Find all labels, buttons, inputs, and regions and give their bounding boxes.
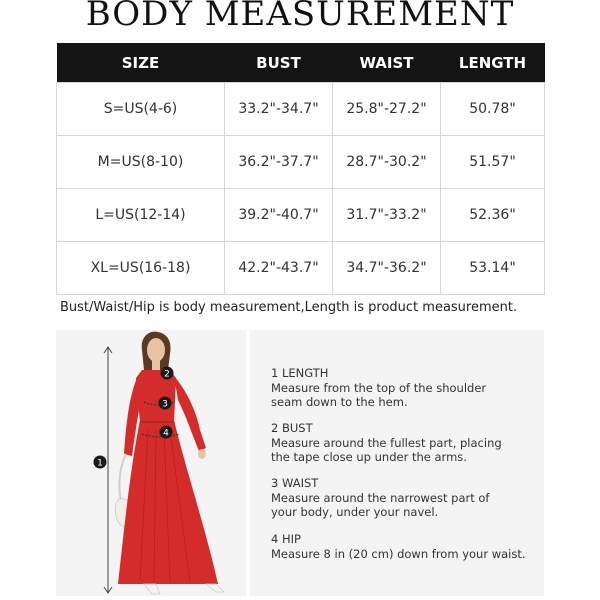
instruction-line: your body, under your navel. <box>271 505 439 519</box>
cell-length: 52.36" <box>441 189 545 242</box>
cell-length: 50.78" <box>441 83 545 136</box>
instruction-line: Measure 8 in (20 cm) down from your waist. <box>271 546 526 561</box>
table-row <box>57 83 545 136</box>
instruction-heading: 2 BUST <box>271 421 313 435</box>
instruction-line: the tape close up under the arms. <box>271 450 467 464</box>
header-size: SIZE <box>57 43 225 83</box>
right-hand-shape <box>198 449 206 459</box>
instructions-panel <box>250 330 544 596</box>
model-illustration <box>56 330 246 596</box>
instruction-line: Measure from the top of the shoulder <box>271 380 487 395</box>
cell-waist: 34.7"-36.2" <box>333 242 441 295</box>
cell-waist: 28.7"-30.2" <box>333 136 441 189</box>
instruction-heading: 3 WAIST <box>271 476 319 490</box>
header-bust: BUST <box>225 43 333 83</box>
header-waist: WAIST <box>333 43 441 83</box>
cell-length: 53.14" <box>441 242 545 295</box>
model-illustration-panel <box>56 330 246 596</box>
cell-bust: 39.2"-40.7" <box>225 189 333 242</box>
instruction-hip <box>271 532 541 561</box>
page-title: BODY MEASUREMENT <box>85 0 515 34</box>
face-shape <box>147 338 165 362</box>
instruction-line: seam down to the hem. <box>271 395 408 409</box>
right-shoe-shape <box>206 584 224 592</box>
cell-size: M=US(8-10) <box>57 136 225 189</box>
table-row <box>57 242 545 295</box>
marker-1 <box>94 456 107 469</box>
cell-length: 51.57" <box>441 136 545 189</box>
marker-4-label: 4 <box>163 428 169 439</box>
instruction-heading: 4 HIP <box>271 532 301 546</box>
instruction-length <box>271 366 541 410</box>
instruction-waist <box>271 476 541 520</box>
cell-size: S=US(4-6) <box>57 83 225 136</box>
measurement-note: Bust/Waist/Hip is body measurement,Length is product measurement. <box>60 300 518 315</box>
marker-2 <box>161 367 174 380</box>
cell-waist: 25.8"-27.2" <box>333 83 441 136</box>
marker-1-label: 1 <box>97 458 103 469</box>
neck-shape <box>152 360 160 370</box>
table-row <box>57 136 545 189</box>
cell-size: L=US(12-14) <box>57 189 225 242</box>
marker-4 <box>160 426 173 439</box>
instruction-bust <box>271 421 541 465</box>
table-header-row <box>57 43 545 83</box>
cell-size: XL=US(16-18) <box>57 242 225 295</box>
marker-3-label: 3 <box>162 399 168 410</box>
marker-3 <box>159 397 172 410</box>
size-chart-table <box>56 43 545 295</box>
marker-2-label: 2 <box>164 369 170 380</box>
header-length: LENGTH <box>441 43 545 83</box>
cell-bust: 42.2"-43.7" <box>225 242 333 295</box>
instruction-line: Measure around the narrowest part of <box>271 490 490 505</box>
cell-bust: 33.2"-34.7" <box>225 83 333 136</box>
instruction-heading: 1 LENGTH <box>271 366 329 380</box>
cell-waist: 31.7"-33.2" <box>333 189 441 242</box>
instruction-line: Measure around the fullest part, placing <box>271 435 502 450</box>
cell-bust: 36.2"-37.7" <box>225 136 333 189</box>
left-shoe-shape <box>144 584 160 594</box>
length-arrow <box>104 347 112 593</box>
table-row <box>57 189 545 242</box>
